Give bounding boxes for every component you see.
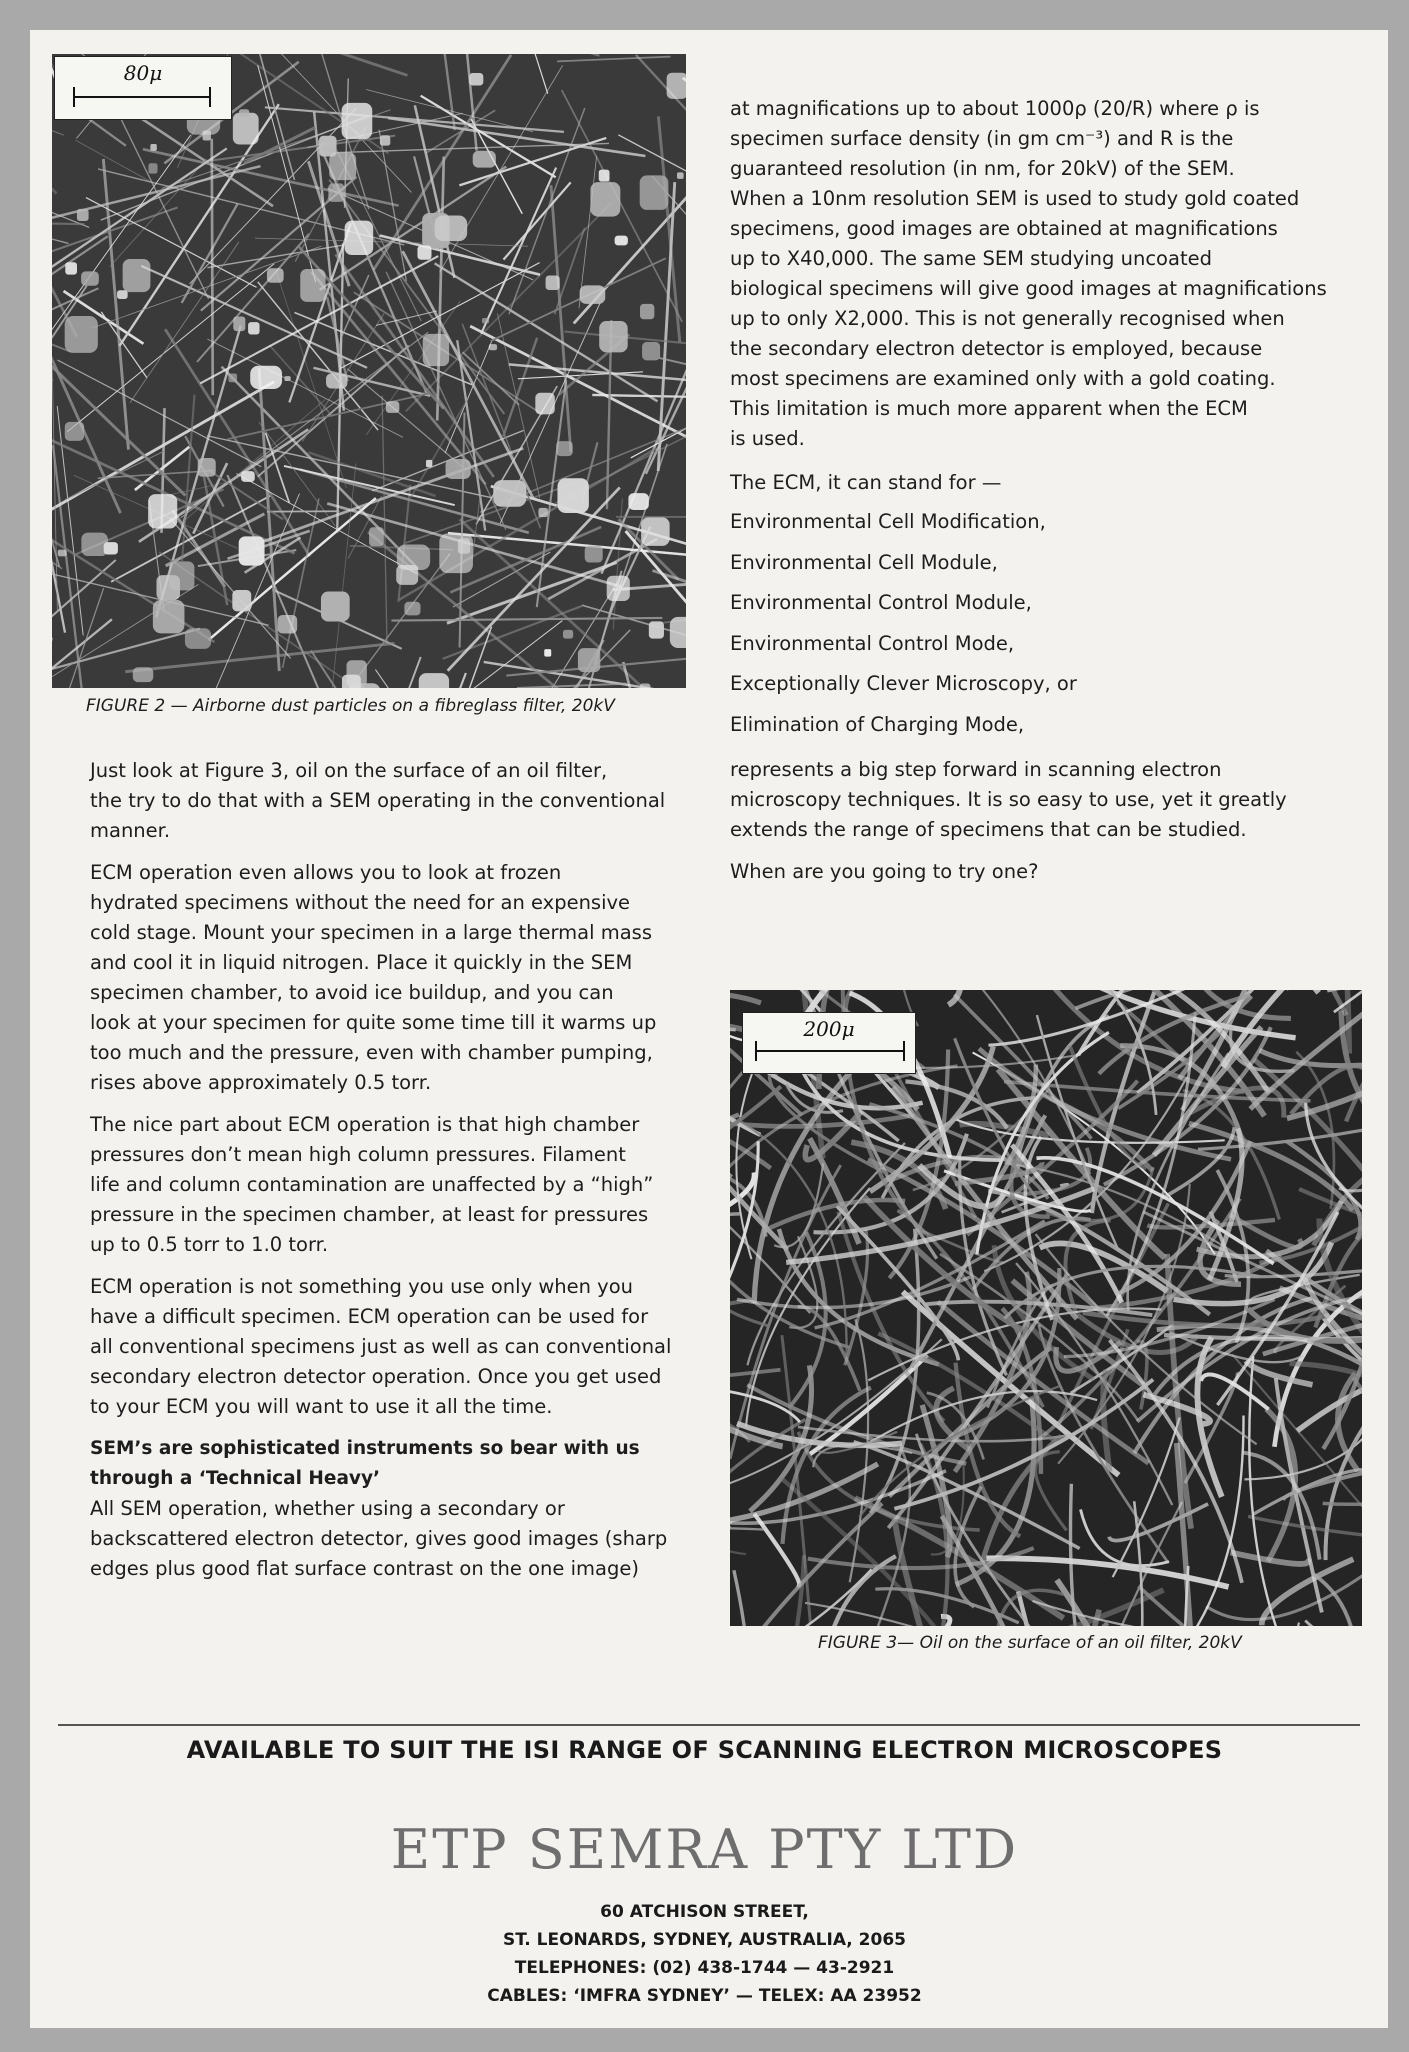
cables-line: CABLES: ‘IMFRA SYDNEY’ — TELEX: AA 23952 (487, 1986, 922, 2006)
figure3-micrograph (730, 990, 1362, 1626)
company-address (0, 1898, 1409, 2010)
ecm-meaning-item: Environmental Cell Module, (730, 550, 998, 574)
left-paragraph-4: ECM operation is not something you use only when you have a difficult specimen. ECM operation can be used for all conventional specimens just as well as can conventional secondary electron detector operation. Once you get used to your ECM you will want to use it all the time. (90, 1275, 672, 1418)
closing-question: When are you going to try one? (730, 860, 1039, 883)
company-logo: ETP SEMRA PTY LTD (390, 1818, 1019, 1881)
left-paragraph-1: Just look at Figure 3, oil on the surface of an oil filter, the try to do that with a SEM operating in the conventional manner. (90, 759, 666, 842)
figure3-caption: FIGURE 3— Oil on the surface of an oil filter, 20kV (818, 1633, 1242, 1653)
intro-paragraph: at magnifications up to about 1000ρ (20/R) where ρ is specimen surface density (in gm cm⁻³) and R is the guaranteed resolution (in nm, for 20kV) of the SEM. When a 10nm resolution SEM is used to study gold coated specimens, good images are obtained at magnifications up to X40,000. The same SEM studying uncoated biological specimens will give good images at magnifications up to only X2,000. This is not generally recognised when the secondary electron detector is employed, because most specimens are examined only with a gold coating. This limitation is much more apparent when the ECM is used. (730, 97, 1327, 450)
left-paragraph-3: The nice part about ECM operation is that high chamber pressures don’t mean high column pressures. Filament life and column contamination are unaffected by a “high” pressure in the specimen chamber, at least for pressures up to 0.5 torr to 1.0 torr. (90, 1113, 654, 1256)
figure2-scale-bar (54, 56, 232, 120)
ecm-meaning-item: Environmental Control Module, (730, 591, 1032, 614)
ecm-meaning-item: Environmental Control Mode, (730, 631, 1015, 655)
address-line-2: ST. LEONARDS, SYDNEY, AUSTRALIA, 2065 (503, 1930, 906, 1950)
figure2-caption: FIGURE 2 — Airborne dust particles on a fibreglass filter, 20kV (86, 696, 615, 716)
left-paragraph-2: ECM operation even allows you to look at frozen hydrated specimens without the need for an expensive cold stage. Mount your specimen in a large thermal mass and cool it in liquid nitrogen. Place it quickly in the SEM specimen chamber, to avoid ice buildup, and you can look at your specimen for quite some time till it warms up too much and the pressure, even with chamber pumping, rises above approximately 0.5 torr. (90, 861, 657, 1094)
ecm-meaning-item: Exceptionally Clever Microscopy, or (730, 672, 1077, 695)
ecm-meanings-list (730, 502, 1350, 745)
availability-banner: AVAILABLE TO SUIT THE ISI RANGE OF SCANNING ELECTRON MICROSCOPES (186, 1736, 1223, 1764)
figure3-scale-bar (742, 1012, 916, 1074)
figure3-fibre-texture (730, 990, 1362, 1626)
footer-divider (58, 1724, 1360, 1726)
figure2-fibre-texture (52, 54, 686, 688)
left-column (90, 756, 730, 1596)
telephones-line: TELEPHONES: (02) 438-1744 — 43-2921 (514, 1958, 895, 1978)
ecm-meaning-item: Environmental Cell Modification, (730, 510, 1046, 533)
figure3-scale-label: 200μ (803, 1017, 855, 1041)
technical-heading: SEM’s are sophisticated instruments so bear with us through a ‘Technical Heavy’ (90, 1438, 640, 1489)
left-paragraph-5: All SEM operation, whether using a secondary or backscattered electron detector, gives good images (sharp edges plus good flat surface contrast on the one image) (90, 1497, 668, 1580)
ecm-lead: The ECM, it can stand for — (730, 471, 1002, 494)
figure2-micrograph (52, 54, 686, 688)
figure2-scale-label: 80μ (123, 61, 163, 85)
address-line-1: 60 ATCHISON STREET, (600, 1902, 809, 1922)
right-column (730, 94, 1350, 899)
conclusion-paragraph: represents a big step forward in scanning electron microscopy techniques. It is so easy to use, yet it greatly extends the range of specimens that can be studied. (730, 758, 1287, 841)
ecm-meaning-item: Elimination of Charging Mode, (730, 712, 1025, 736)
